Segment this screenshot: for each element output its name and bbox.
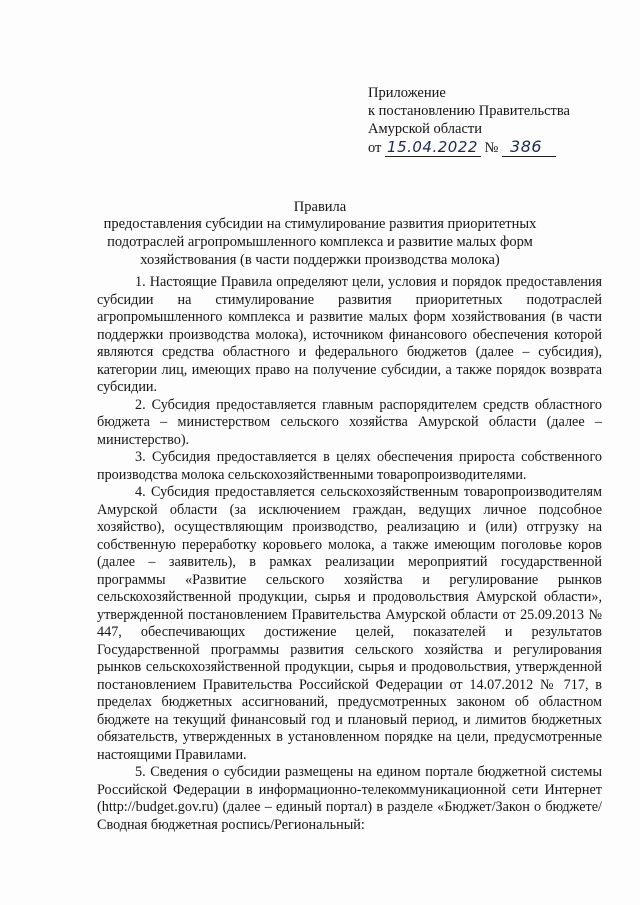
handwritten-date: 15.04.2022 [385,138,481,157]
date-prefix: от [368,140,382,156]
paragraph: 2. Субсидия предоставляется главным распорядителем средств областного бюджета – министерством сельского хозяйства Амурской области (далее – министерство). [97,396,602,448]
handwritten-number: 386 [502,137,556,157]
number-prefix: № [484,140,499,156]
appendix-region: Амурской области [368,121,482,137]
appendix-label: Приложение [368,85,446,101]
document-subtitle [0,215,640,269]
appendix-reference: к постановлению Правительства [368,103,570,119]
document-subtitle-text: предоставления субсидии на стимулирование развития приоритетных подотраслей агропромышленного комплекса и развитие малых форм хозяйствования (в части поддержки производства молока) [103,216,537,268]
paragraph: 1. Настоящие Правила определяют цели, условия и порядок предоставления субсидии на стимулирование развития приоритетных подотраслей агропромышленного комплекса и развитие малых форм хозяйствования (в части поддержки производства молока), источником финансового обеспечения которой являются средства областного и федерального бюджетов (далее – субсидия), категории лиц, имеющих право на получение субсидии, а также порядок возврата субсидии. [97,274,602,395]
paragraph: 4. Субсидия предоставляется сельскохозяйственным товаропроизводителям Амурской области (за исключением граждан, ведущих личное подсобное хозяйство), осуществляющим производство, реализацию и (или) отгрузку на собственную переработку коровьего молока, а также имеющим поголовье коров (далее – заявитель), в рамках реализации мероприятий государственной программы «Развитие сельского хозяйства и регулирование рынков сельскохозяйственной продукции, сырья и продовольствия Амурской области», утвержденной постановлением Правительства Амурской области от 25.09.2013 № 447, обеспечивающих достижение целей, показателей и результатов Государственной программы развития сельского хозяйства и регулирования рынков сельскохозяйственной продукции, сырья и продовольствия, утвержденной постановлением Правительства Российской Федерации от 14.07.2012 № 717, в пределах бюджетных ассигнований, предусмотренных законом об областном бюджете на текущий финансовый год и плановый период, и лимитов бюджетных обязательств, утвержденных в установленном порядке на цели, предусмотренные настоящими Правилами. [97,484,602,763]
appendix-date-line [368,138,618,157]
document-body [97,274,602,834]
paragraph: 5. Сведения о субсидии размещены на едином портале бюджетной системы Российской Федерации в информационно-телекоммуникационной сети Интернет (http://budget.gov.ru) (далее – единый портал) в разделе «Бюджет/Закон о бюджете/Сводная бюджетная роспись/Региональный: [97,764,602,833]
paragraph: 3. Субсидия предоставляется в целях обеспечения прироста собственного производства молока сельскохозяйственными товаропроизводителями. [97,449,602,483]
document-heading: Правила [293,199,347,215]
appendix-block [368,84,618,157]
